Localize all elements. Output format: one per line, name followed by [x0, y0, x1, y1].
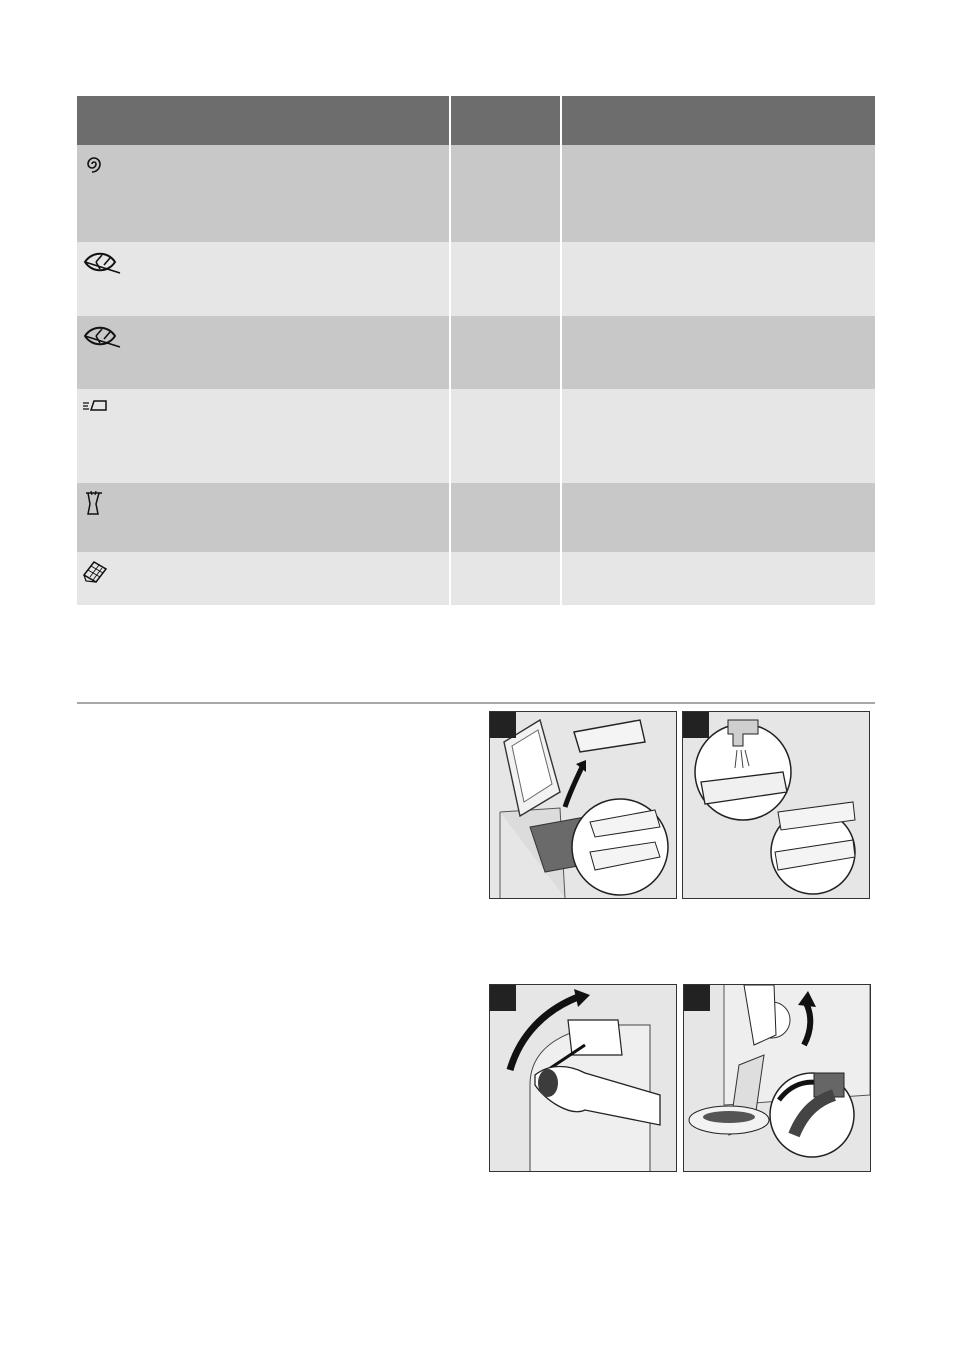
table-cell — [77, 316, 450, 389]
header-cell-description — [561, 96, 875, 145]
figure-filter-rinse — [682, 711, 870, 899]
programme-table — [77, 96, 875, 605]
drain-hose-illustration — [684, 985, 870, 1171]
step-number-badge — [684, 985, 710, 1011]
table-cell — [77, 389, 450, 483]
leaf-icon — [82, 249, 122, 275]
table-cell — [450, 389, 561, 483]
table-cell — [561, 483, 875, 552]
table-cell — [450, 552, 561, 605]
table-cell — [450, 316, 561, 389]
table-cell — [450, 242, 561, 316]
iron-icon — [82, 396, 108, 416]
table-cell — [561, 389, 875, 483]
figure-drain-hose — [683, 984, 871, 1172]
table-cell — [561, 242, 875, 316]
table-cell — [77, 242, 450, 316]
section-divider — [77, 702, 875, 704]
step-number-badge — [490, 712, 516, 738]
table-cell — [450, 483, 561, 552]
table-row — [77, 145, 875, 242]
table-row — [77, 316, 875, 389]
header-cell-programme — [77, 96, 450, 145]
table-cell — [77, 145, 450, 242]
table-cell — [561, 552, 875, 605]
header-cell-load — [450, 96, 561, 145]
drum-icon — [82, 490, 106, 516]
filter-rinse-illustration — [683, 712, 869, 898]
table-cell — [77, 483, 450, 552]
step-number-badge — [490, 985, 516, 1011]
filter-removal-illustration — [490, 712, 676, 898]
table-cell — [561, 316, 875, 389]
figure-filter-removal — [489, 711, 677, 899]
table-cell — [77, 552, 450, 605]
table-row — [77, 552, 875, 605]
figure-flap-open — [489, 984, 677, 1172]
flap-open-illustration — [490, 985, 676, 1171]
table-header — [77, 96, 875, 145]
spiral-icon — [82, 152, 106, 176]
leaf-icon — [82, 323, 122, 349]
table-cell — [450, 145, 561, 242]
table-row — [77, 483, 875, 552]
step-number-badge — [683, 712, 709, 738]
net-icon — [82, 559, 108, 585]
table-row — [77, 389, 875, 483]
table-row — [77, 242, 875, 316]
table-cell — [561, 145, 875, 242]
